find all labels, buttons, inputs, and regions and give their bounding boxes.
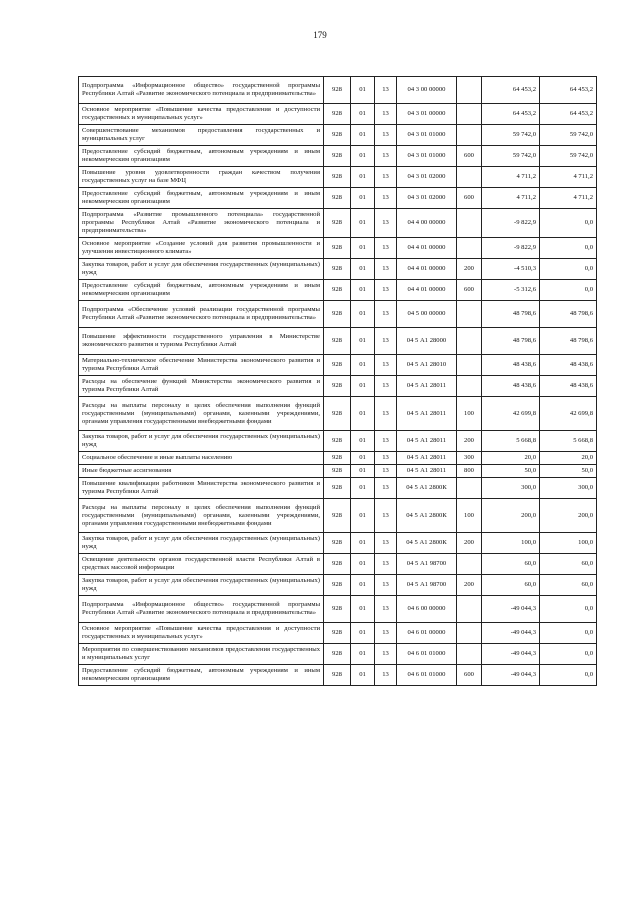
- row-name: Предоставление субсидий бюджетным, автономным учреждениям и иным некоммерческим организациям: [79, 665, 324, 686]
- row-subsection: 13: [375, 596, 397, 623]
- row-name: Мероприятия по совершенствованию механизмов предоставления государственных и муниципальных услуг: [79, 644, 324, 665]
- row-name: Закупка товаров, работ и услуг для обеспечения государственных (муниципальных) нужд: [79, 533, 324, 554]
- row-ministry-code: 928: [324, 209, 351, 238]
- row-target-article: 04 5 А1 28011: [397, 465, 457, 478]
- row-sum-first: 59 742,0: [482, 125, 540, 146]
- row-target-article: 04 3 01 01000: [397, 146, 457, 167]
- row-expense-type: 100: [457, 499, 482, 533]
- row-name: Совершенствование механизмов предоставления государственных и муниципальных услуг: [79, 125, 324, 146]
- row-subsection: 13: [375, 644, 397, 665]
- row-ministry-code: 928: [324, 623, 351, 644]
- row-expense-type: [457, 554, 482, 575]
- row-expense-type: 300: [457, 452, 482, 465]
- row-subsection: 13: [375, 478, 397, 499]
- row-expense-type: [457, 125, 482, 146]
- table-row: [79, 77, 597, 104]
- row-sum-first: 100,0: [482, 533, 540, 554]
- row-sum-first: 4 711,2: [482, 167, 540, 188]
- row-subsection: 13: [375, 167, 397, 188]
- table-row: [79, 644, 597, 665]
- row-sum-first: -5 312,6: [482, 280, 540, 301]
- row-expense-type: 800: [457, 465, 482, 478]
- table-row: [79, 397, 597, 431]
- row-name: Повышение эффективности государственного управления в Министерстве экономического развития и туризма Республики Алтай: [79, 328, 324, 355]
- row-sum-second: 0,0: [540, 665, 597, 686]
- row-name: Подпрограмма «Информационное общество» государственной программы Республики Алтай «Развитие экономического потенциала и предпринимательства»: [79, 596, 324, 623]
- table-row: [79, 376, 597, 397]
- row-sum-first: 20,0: [482, 452, 540, 465]
- row-ministry-code: 928: [324, 146, 351, 167]
- row-expense-type: [457, 77, 482, 104]
- row-name: Повышение уровня удовлетворенности граждан качеством получения государственных услуг на базе МФЦ: [79, 167, 324, 188]
- row-name: Повышение квалификации работников Министерства экономического развития и туризма Республики Алтай: [79, 478, 324, 499]
- table-row: [79, 431, 597, 452]
- row-expense-type: 600: [457, 146, 482, 167]
- row-sum-second: 48 798,6: [540, 328, 597, 355]
- table-row: [79, 452, 597, 465]
- row-sum-second: 0,0: [540, 259, 597, 280]
- row-target-article: 04 4 01 00000: [397, 259, 457, 280]
- row-expense-type: 600: [457, 665, 482, 686]
- row-subsection: 13: [375, 355, 397, 376]
- row-name: Социальное обеспечение и иные выплаты населению: [79, 452, 324, 465]
- row-name: Предоставление субсидий бюджетным, автономным учреждениям и иным некоммерческим организациям: [79, 280, 324, 301]
- row-sum-second: 0,0: [540, 209, 597, 238]
- row-sum-first: 48 438,6: [482, 376, 540, 397]
- table-row: [79, 478, 597, 499]
- row-section: 01: [351, 77, 375, 104]
- row-expense-type: [457, 478, 482, 499]
- row-target-article: 04 5 00 00000: [397, 301, 457, 328]
- row-target-article: 04 3 01 02000: [397, 167, 457, 188]
- row-ministry-code: 928: [324, 665, 351, 686]
- row-target-article: 04 4 01 00000: [397, 280, 457, 301]
- row-subsection: 13: [375, 665, 397, 686]
- row-target-article: 04 5 А1 28011: [397, 452, 457, 465]
- table-body: [79, 77, 597, 686]
- row-ministry-code: 928: [324, 452, 351, 465]
- row-sum-second: 42 699,8: [540, 397, 597, 431]
- row-target-article: 04 5 А1 28011: [397, 397, 457, 431]
- row-subsection: 13: [375, 301, 397, 328]
- row-subsection: 13: [375, 452, 397, 465]
- row-expense-type: 200: [457, 431, 482, 452]
- row-section: 01: [351, 499, 375, 533]
- row-section: 01: [351, 431, 375, 452]
- table-row: [79, 125, 597, 146]
- row-name: Материально-техническое обеспечение Министерства экономического развития и туризма Республики Алтай: [79, 355, 324, 376]
- row-section: 01: [351, 188, 375, 209]
- row-sum-second: 59 742,0: [540, 125, 597, 146]
- row-section: 01: [351, 596, 375, 623]
- row-section: 01: [351, 238, 375, 259]
- row-expense-type: [457, 596, 482, 623]
- row-sum-first: -49 044,3: [482, 623, 540, 644]
- row-name: Основное мероприятие «Повышение качества предоставления и доступности государственных и муниципальных услуг»: [79, 104, 324, 125]
- row-target-article: 04 4 01 00000: [397, 238, 457, 259]
- row-ministry-code: 928: [324, 77, 351, 104]
- row-sum-second: 4 711,2: [540, 167, 597, 188]
- row-ministry-code: 928: [324, 238, 351, 259]
- row-sum-first: -9 822,9: [482, 209, 540, 238]
- table-row: [79, 575, 597, 596]
- row-expense-type: 600: [457, 280, 482, 301]
- row-sum-first: 48 798,6: [482, 301, 540, 328]
- row-sum-second: 0,0: [540, 644, 597, 665]
- row-section: 01: [351, 397, 375, 431]
- row-section: 01: [351, 665, 375, 686]
- row-section: 01: [351, 554, 375, 575]
- row-subsection: 13: [375, 146, 397, 167]
- row-expense-type: [457, 238, 482, 259]
- row-expense-type: 600: [457, 188, 482, 209]
- row-sum-first: 4 711,2: [482, 188, 540, 209]
- row-subsection: 13: [375, 280, 397, 301]
- row-subsection: 13: [375, 499, 397, 533]
- row-sum-first: 50,0: [482, 465, 540, 478]
- row-sum-second: 50,0: [540, 465, 597, 478]
- table-row: [79, 280, 597, 301]
- row-name: Предоставление субсидий бюджетным, автономным учреждениям и иным некоммерческим организациям: [79, 146, 324, 167]
- row-section: 01: [351, 125, 375, 146]
- table-row: [79, 533, 597, 554]
- row-name: Основное мероприятие «Повышение качества предоставления и доступности государственных и муниципальных услуг»: [79, 623, 324, 644]
- row-ministry-code: 928: [324, 328, 351, 355]
- row-name: Освещение деятельности органов государственной власти Республики Алтай в средствах массовой информации: [79, 554, 324, 575]
- row-sum-second: 0,0: [540, 238, 597, 259]
- row-ministry-code: 928: [324, 596, 351, 623]
- row-sum-first: 48 798,6: [482, 328, 540, 355]
- row-sum-first: 300,0: [482, 478, 540, 499]
- table-row: [79, 665, 597, 686]
- row-name: Иные бюджетные ассигнования: [79, 465, 324, 478]
- table-row: [79, 554, 597, 575]
- row-sum-second: 20,0: [540, 452, 597, 465]
- row-subsection: 13: [375, 77, 397, 104]
- row-section: 01: [351, 644, 375, 665]
- row-sum-second: 48 438,6: [540, 376, 597, 397]
- row-ministry-code: 928: [324, 280, 351, 301]
- row-subsection: 13: [375, 623, 397, 644]
- row-subsection: 13: [375, 533, 397, 554]
- row-sum-first: -49 044,3: [482, 644, 540, 665]
- row-expense-type: 100: [457, 397, 482, 431]
- row-expense-type: 200: [457, 575, 482, 596]
- row-target-article: 04 3 00 00000: [397, 77, 457, 104]
- row-target-article: 04 4 00 00000: [397, 209, 457, 238]
- table-row: [79, 104, 597, 125]
- row-section: 01: [351, 478, 375, 499]
- row-expense-type: 200: [457, 259, 482, 280]
- row-sum-second: 300,0: [540, 478, 597, 499]
- row-target-article: 04 6 01 01000: [397, 665, 457, 686]
- row-sum-first: 5 668,8: [482, 431, 540, 452]
- row-ministry-code: 928: [324, 644, 351, 665]
- row-sum-first: -9 822,9: [482, 238, 540, 259]
- row-target-article: 04 6 01 01000: [397, 644, 457, 665]
- row-sum-second: 48 438,6: [540, 355, 597, 376]
- row-sum-second: 0,0: [540, 623, 597, 644]
- row-section: 01: [351, 533, 375, 554]
- row-sum-second: 0,0: [540, 596, 597, 623]
- row-section: 01: [351, 209, 375, 238]
- table-row: [79, 167, 597, 188]
- row-expense-type: 200: [457, 533, 482, 554]
- table-row: [79, 623, 597, 644]
- row-subsection: 13: [375, 188, 397, 209]
- row-sum-first: 48 438,6: [482, 355, 540, 376]
- table-row: [79, 146, 597, 167]
- row-sum-first: -49 044,3: [482, 596, 540, 623]
- budget-table: [78, 76, 597, 686]
- row-sum-second: 64 453,2: [540, 104, 597, 125]
- row-expense-type: [457, 623, 482, 644]
- row-target-article: 04 3 01 02000: [397, 188, 457, 209]
- row-expense-type: [457, 209, 482, 238]
- row-sum-second: 59 742,0: [540, 146, 597, 167]
- row-sum-second: 100,0: [540, 533, 597, 554]
- row-name: Подпрограмма «Обеспечение условий реализации государственной программы Республики Алтай «Развитие экономического потенциала и предпринимательства»: [79, 301, 324, 328]
- row-expense-type: [457, 104, 482, 125]
- row-name: Предоставление субсидий бюджетным, автономным учреждениям и иным некоммерческим организациям: [79, 188, 324, 209]
- row-ministry-code: 928: [324, 465, 351, 478]
- table-row: [79, 238, 597, 259]
- row-section: 01: [351, 167, 375, 188]
- row-expense-type: [457, 376, 482, 397]
- row-ministry-code: 928: [324, 188, 351, 209]
- row-target-article: 04 6 01 00000: [397, 623, 457, 644]
- row-subsection: 13: [375, 328, 397, 355]
- row-target-article: 04 5 А1 28010: [397, 355, 457, 376]
- row-name: Расходы на выплаты персоналу в целях обеспечения выполнения функций государственными (муниципальными) органами, казенными учреждениями, органами управления государственными внебюджетными фондами: [79, 397, 324, 431]
- row-name: Подпрограмма «Развитие промышленного потенциала» государственной программы Республики Алтай «Развитие экономического потенциала и предпринимательства»: [79, 209, 324, 238]
- row-subsection: 13: [375, 465, 397, 478]
- row-sum-first: 60,0: [482, 575, 540, 596]
- row-section: 01: [351, 575, 375, 596]
- row-section: 01: [351, 376, 375, 397]
- row-target-article: 04 5 А1 98700: [397, 554, 457, 575]
- row-sum-first: -4 510,3: [482, 259, 540, 280]
- row-sum-first: 60,0: [482, 554, 540, 575]
- row-target-article: 04 5 А1 2800К: [397, 533, 457, 554]
- row-name: Подпрограмма «Информационное общество» государственной программы Республики Алтай «Развитие экономического потенциала и предпринимательства»: [79, 77, 324, 104]
- row-ministry-code: 928: [324, 431, 351, 452]
- row-ministry-code: 928: [324, 376, 351, 397]
- row-expense-type: [457, 167, 482, 188]
- row-target-article: 04 6 00 00000: [397, 596, 457, 623]
- row-subsection: 13: [375, 431, 397, 452]
- row-ministry-code: 928: [324, 104, 351, 125]
- row-ministry-code: 928: [324, 167, 351, 188]
- row-sum-first: 64 453,2: [482, 104, 540, 125]
- row-section: 01: [351, 623, 375, 644]
- row-subsection: 13: [375, 397, 397, 431]
- row-ministry-code: 928: [324, 355, 351, 376]
- row-section: 01: [351, 104, 375, 125]
- row-section: 01: [351, 301, 375, 328]
- row-sum-second: 64 453,2: [540, 77, 597, 104]
- table-row: [79, 355, 597, 376]
- row-sum-second: 200,0: [540, 499, 597, 533]
- table-row: [79, 301, 597, 328]
- row-sum-second: 48 798,6: [540, 301, 597, 328]
- row-section: 01: [351, 452, 375, 465]
- row-sum-second: 4 711,2: [540, 188, 597, 209]
- row-sum-first: 59 742,0: [482, 146, 540, 167]
- row-name: Закупка товаров, работ и услуг для обеспечения государственных (муниципальных) нужд: [79, 431, 324, 452]
- row-section: 01: [351, 328, 375, 355]
- row-name: Расходы на обеспечение функций Министерства экономического развития и туризма Республики Алтай: [79, 376, 324, 397]
- row-ministry-code: 928: [324, 397, 351, 431]
- table-row: [79, 188, 597, 209]
- row-target-article: 04 5 А1 28011: [397, 376, 457, 397]
- row-name: Расходы на выплаты персоналу в целях обеспечения выполнения функций государственными (муниципальными) органами, казенными учреждениями, органами управления государственными внебюджетными фондами: [79, 499, 324, 533]
- row-subsection: 13: [375, 209, 397, 238]
- row-ministry-code: 928: [324, 554, 351, 575]
- row-ministry-code: 928: [324, 478, 351, 499]
- row-ministry-code: 928: [324, 533, 351, 554]
- row-name: Закупка товаров, работ и услуг для обеспечения государственных (муниципальных) нужд: [79, 259, 324, 280]
- row-sum-second: 5 668,8: [540, 431, 597, 452]
- row-ministry-code: 928: [324, 301, 351, 328]
- row-ministry-code: 928: [324, 259, 351, 280]
- row-subsection: 13: [375, 376, 397, 397]
- row-sum-second: 60,0: [540, 575, 597, 596]
- row-expense-type: [457, 301, 482, 328]
- row-target-article: 04 5 А1 2800К: [397, 499, 457, 533]
- row-target-article: 04 5 А1 2800К: [397, 478, 457, 499]
- table-row: [79, 209, 597, 238]
- row-name: Закупка товаров, работ и услуг для обеспечения государственных (муниципальных) нужд: [79, 575, 324, 596]
- row-target-article: 04 3 01 01000: [397, 125, 457, 146]
- row-ministry-code: 928: [324, 125, 351, 146]
- row-subsection: 13: [375, 554, 397, 575]
- row-sum-second: 0,0: [540, 280, 597, 301]
- row-ministry-code: 928: [324, 575, 351, 596]
- row-sum-first: 42 699,8: [482, 397, 540, 431]
- table-row: [79, 328, 597, 355]
- row-target-article: 04 5 А1 28011: [397, 431, 457, 452]
- page-number: 179: [313, 30, 327, 40]
- row-section: 01: [351, 259, 375, 280]
- row-section: 01: [351, 280, 375, 301]
- row-expense-type: [457, 355, 482, 376]
- row-name: Основное мероприятие «Создание условий для развития промышленности и улучшения инвестиционного климата»: [79, 238, 324, 259]
- row-sum-first: 64 453,2: [482, 77, 540, 104]
- row-section: 01: [351, 465, 375, 478]
- table-row: [79, 259, 597, 280]
- table-row: [79, 465, 597, 478]
- row-subsection: 13: [375, 238, 397, 259]
- row-subsection: 13: [375, 259, 397, 280]
- row-section: 01: [351, 355, 375, 376]
- row-expense-type: [457, 644, 482, 665]
- row-ministry-code: 928: [324, 499, 351, 533]
- row-sum-first: 200,0: [482, 499, 540, 533]
- row-sum-second: 60,0: [540, 554, 597, 575]
- row-target-article: 04 5 А1 98700: [397, 575, 457, 596]
- table-row: [79, 499, 597, 533]
- row-section: 01: [351, 146, 375, 167]
- row-subsection: 13: [375, 575, 397, 596]
- row-target-article: 04 3 01 00000: [397, 104, 457, 125]
- row-sum-first: -49 044,3: [482, 665, 540, 686]
- table-row: [79, 596, 597, 623]
- row-target-article: 04 5 А1 28000: [397, 328, 457, 355]
- row-expense-type: [457, 328, 482, 355]
- row-subsection: 13: [375, 125, 397, 146]
- row-subsection: 13: [375, 104, 397, 125]
